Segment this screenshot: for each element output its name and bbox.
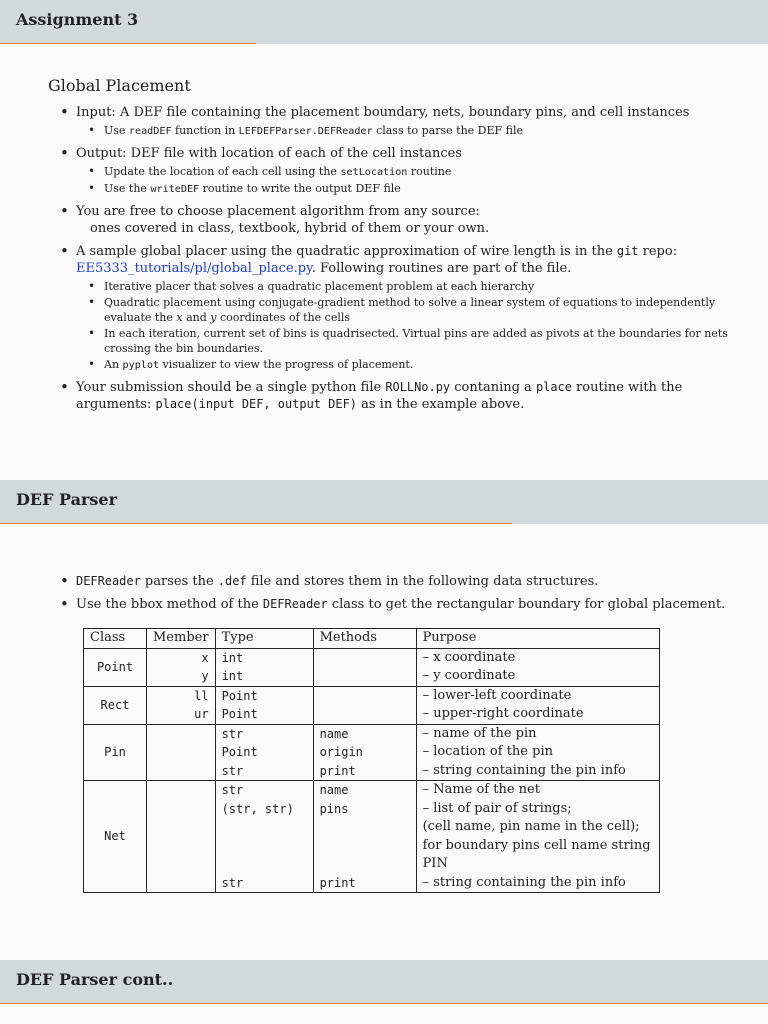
- column-header: Type: [215, 629, 313, 649]
- table-row: Point x int – x coordinate: [84, 648, 660, 667]
- section-title: Global Placement: [48, 76, 191, 95]
- table-row: Net str name – Name of the net: [84, 781, 660, 800]
- table-row: for boundary pins cell name string PIN: [84, 837, 660, 874]
- slide-header-def-parser-cont: [0, 960, 768, 1004]
- table-row: Rect ll Point – lower-left coordinate: [84, 686, 660, 705]
- repo-link[interactable]: EE5333_tutorials/pl/global_place.py: [76, 261, 312, 276]
- list-item: • Output: DEF file with location of each of the cell instances • Update the location of each cell using the setLocation routine • Use the writeDEF routine to write the output DEF file: [56, 145, 746, 197]
- table-row: ur Point – upper-right coordinate: [84, 705, 660, 724]
- slide-title: DEF Parser cont..: [16, 970, 174, 989]
- column-header: Methods: [313, 629, 416, 649]
- header-accent-rule: [0, 523, 512, 525]
- table-row: y int – y coordinate: [84, 667, 660, 686]
- slide-header-def-parser: [0, 480, 768, 524]
- list-item: • Update the location of each cell using the setLocation routine: [76, 164, 746, 180]
- list-item: • Use the bbox method of the DEFReader class to get the rectangular boundary for global placement.: [56, 596, 746, 613]
- list-item: • Your submission should be a single python file ROLLNo.py contaning a place routine with the arguments: place(input DEF, output DEF) as in the example above.: [56, 379, 746, 413]
- list-item: • Input: A DEF file containing the placement boundary, nets, boundary pins, and cell instances • Use readDEF function in LEFDEFParser.DEFReader class to parse the DEF file: [56, 104, 746, 139]
- list-item: • An pyplot visualizer to view the progress of placement.: [76, 357, 746, 373]
- list-item: • In each iteration, current set of bins is quadrisected. Virtual pins are added as pivots at the boundaries for nets crossing the bin boundaries.: [76, 326, 746, 356]
- table-row: Point origin – location of the pin: [84, 743, 660, 762]
- bullet-list: [56, 104, 746, 419]
- list-item: • A sample global placer using the quadratic approximation of wire length is in the git repo: EE5333_tutorials/pl/global_place.py. Following routines are part of the file. • Iterative placer that solves a quadratic placement problem at each hierarchy • Quadratic placement using conjugate-gradient method to solve a linear system of equations to independently evaluate the x and y coordinates of the cells • In each iteration, current set of bins is quadrisected. Virtual pins are added as pivots at the boundaries for nets crossing the bin boundaries. • An pyplot visualizer to view the progress of placement.: [56, 243, 746, 373]
- column-header: Purpose: [416, 629, 659, 649]
- list-item: • Use readDEF function in LEFDEFParser.DEFReader class to parse the DEF file: [76, 123, 746, 139]
- table-row: Pin str name – name of the pin: [84, 724, 660, 743]
- slide-header-assignment: [0, 0, 768, 44]
- slide-title: DEF Parser: [16, 490, 118, 509]
- slide-title: Assignment 3: [16, 10, 139, 29]
- list-item: • Iterative placer that solves a quadratic placement problem at each hierarchy: [76, 279, 746, 294]
- list-item: • DEFReader parses the .def file and stores them in the following data structures.: [56, 573, 746, 590]
- table-row: str print – string containing the pin info: [84, 762, 660, 781]
- table-row: str print – string containing the pin info: [84, 874, 660, 893]
- table-row: (cell name, pin name in the cell);: [84, 818, 660, 837]
- column-header: Class: [84, 629, 147, 649]
- table-row: (str, str) pins – list of pair of strings;: [84, 800, 660, 819]
- column-header: Member: [147, 629, 216, 649]
- list-item: • Use the writeDEF routine to write the output DEF file: [76, 181, 746, 197]
- header-accent-rule: [0, 1003, 768, 1005]
- list-item: • You are free to choose placement algorithm from any source: ones covered in class, textbook, hybrid of them or your own.: [56, 203, 746, 237]
- list-item: • Quadratic placement using conjugate-gradient method to solve a linear system of equations to independently evaluate the x and y coordinates of the cells: [76, 295, 746, 325]
- data-structure-table: [83, 628, 660, 893]
- header-accent-rule: [0, 43, 256, 45]
- bullet-list: [56, 573, 746, 619]
